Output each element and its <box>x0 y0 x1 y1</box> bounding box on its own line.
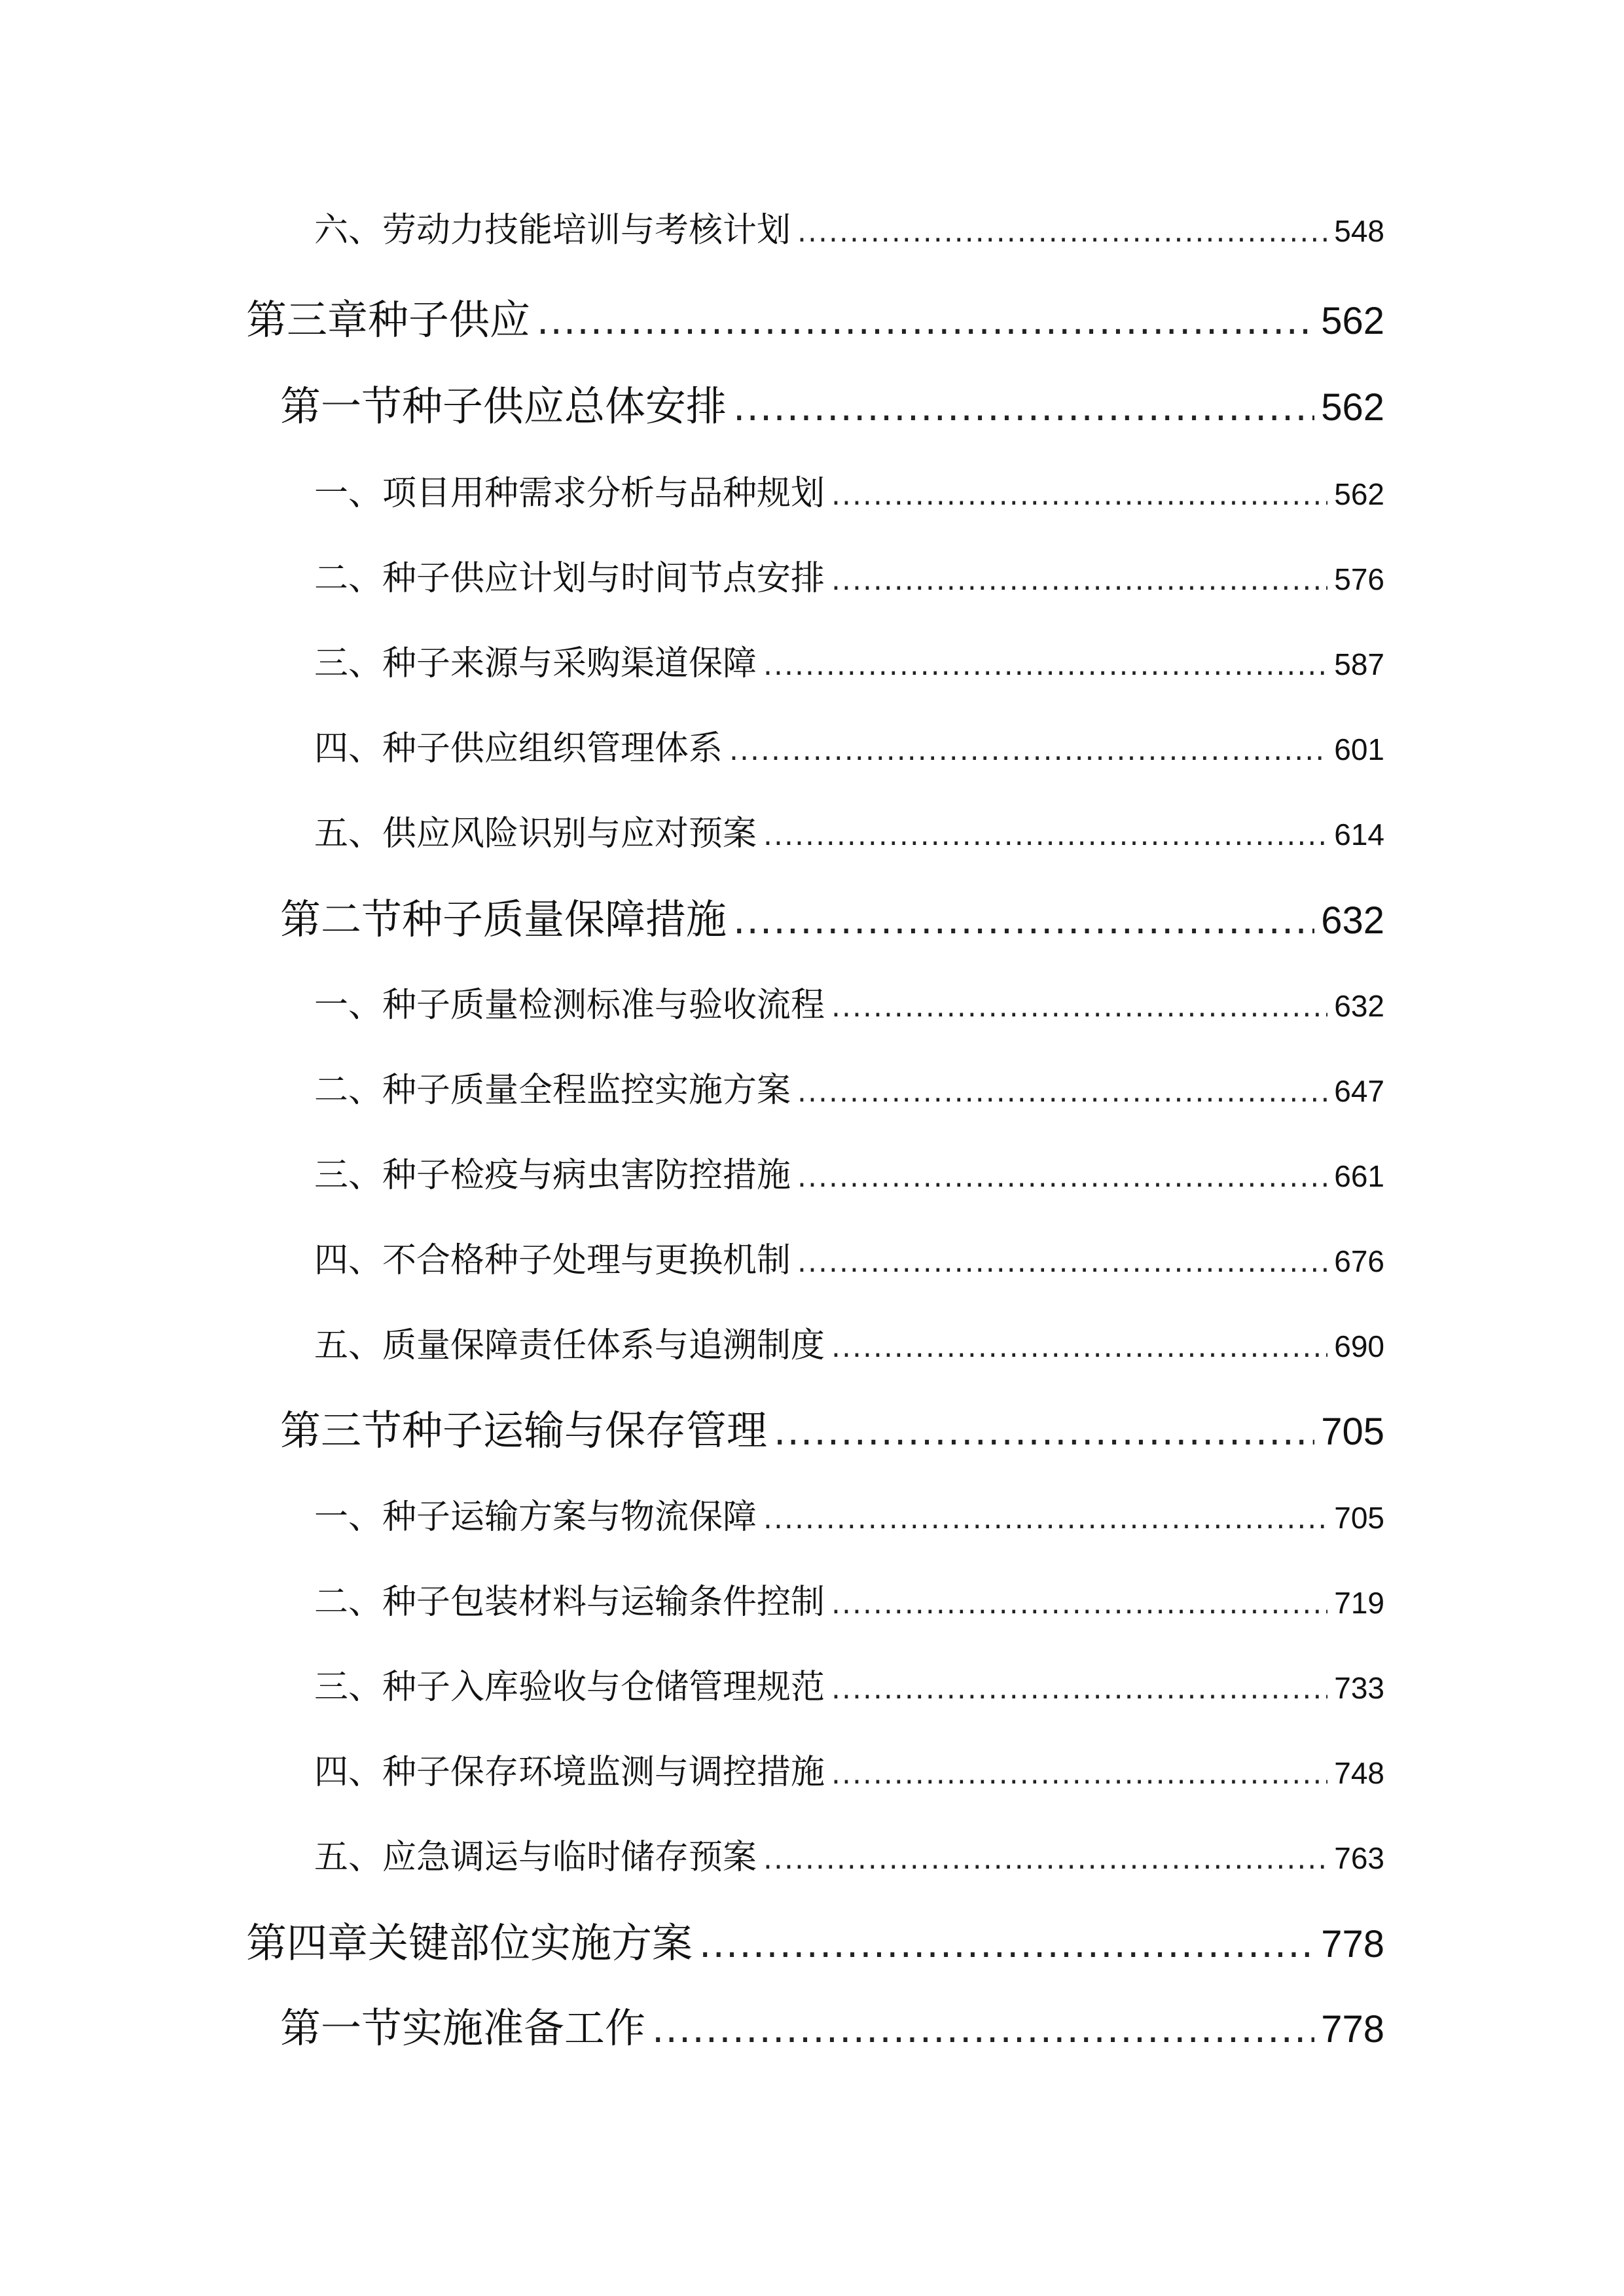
toc-entry-title: 三、种子检疫与病虫害防控措施 <box>314 1156 791 1195</box>
toc-dot-leader <box>831 1590 1327 1619</box>
toc-dot-leader <box>763 1845 1327 1874</box>
toc-entry[interactable] <box>246 1919 1384 1975</box>
toc-dot-leader <box>537 302 1314 340</box>
toc-entry-page: 548 <box>1334 214 1384 248</box>
toc-entry[interactable] <box>280 2004 1384 2060</box>
toc-entry[interactable] <box>280 382 1384 439</box>
toc-dot-leader <box>763 821 1327 850</box>
toc-entry[interactable] <box>314 988 1384 1031</box>
toc-entry-page: 763 <box>1334 1841 1384 1875</box>
toc-entry[interactable] <box>314 476 1384 520</box>
toc-entry-page: 748 <box>1334 1756 1384 1790</box>
toc-entry-title: 第四章关键部位实施方案 <box>246 1919 693 1967</box>
toc-entry[interactable] <box>314 213 1384 257</box>
toc-entry-title: 三、种子来源与采购渠道保障 <box>314 644 757 683</box>
toc-entry-page: 705 <box>1334 1501 1384 1535</box>
toc-dot-leader <box>763 1505 1327 1534</box>
toc-entry-title: 五、应急调运与临时储存预案 <box>314 1838 757 1877</box>
toc-entry-title: 二、种子包装材料与运输条件控制 <box>314 1583 825 1622</box>
toc-entry-title: 五、质量保障责任体系与追溯制度 <box>314 1326 825 1365</box>
toc-entry-title: 第三章种子供应 <box>246 296 531 344</box>
toc-entry-page: 719 <box>1334 1586 1384 1620</box>
toc-entry-title: 三、种子入库验收与仓储管理规范 <box>314 1668 825 1707</box>
toc-dot-leader <box>733 388 1314 426</box>
toc-dot-leader <box>797 1248 1327 1277</box>
toc-entry-page: 733 <box>1334 1671 1384 1705</box>
toc-entry[interactable] <box>314 644 1384 690</box>
toc-entry-page: 676 <box>1334 1244 1384 1278</box>
toc-entry-page: 562 <box>1334 477 1384 511</box>
toc-entry-page: 614 <box>1334 817 1384 852</box>
toc-dot-leader <box>763 651 1327 680</box>
toc-entry-page: 601 <box>1334 732 1384 766</box>
toc-entry-title: 四、不合格种子处理与更换机制 <box>314 1241 791 1280</box>
toc-entry-title: 二、种子质量全程监控实施方案 <box>314 1071 791 1110</box>
toc-dot-leader <box>831 1760 1327 1789</box>
toc-entry-page: 632 <box>1321 899 1384 942</box>
toc-entry-page: 576 <box>1334 562 1384 596</box>
toc-entry-title: 一、种子运输方案与物流保障 <box>314 1498 757 1537</box>
toc-entry-page: 562 <box>1321 300 1384 342</box>
toc-entry[interactable] <box>314 1241 1384 1287</box>
toc-entry-title: 第二节种子质量保障措施 <box>280 895 727 943</box>
toc-entry-title: 第三节种子运输与保存管理 <box>280 1407 768 1454</box>
toc-dot-leader <box>699 1925 1314 1963</box>
toc-dot-leader <box>733 901 1314 939</box>
toc-dot-leader <box>729 736 1327 765</box>
toc-entry-title: 五、供应风险识别与应对预案 <box>314 814 757 853</box>
toc-entry-page: 647 <box>1334 1074 1384 1108</box>
toc-entry[interactable] <box>314 1840 1384 1884</box>
toc-entry[interactable] <box>314 814 1384 860</box>
toc-entry-title: 六、劳动力技能培训与考核计划 <box>314 211 791 250</box>
toc-entry-page: 632 <box>1334 989 1384 1023</box>
toc-entry[interactable] <box>314 1755 1384 1799</box>
toc-dot-leader <box>831 993 1327 1022</box>
toc-dot-leader <box>831 481 1327 510</box>
toc-dot-leader <box>831 1333 1327 1362</box>
toc-entry-page: 778 <box>1321 2008 1384 2051</box>
toc-entry[interactable] <box>314 1073 1384 1117</box>
toc-entry[interactable] <box>314 1670 1384 1713</box>
toc-entry-page: 587 <box>1334 647 1384 681</box>
toc-dot-leader <box>797 1163 1327 1192</box>
toc-entry[interactable] <box>314 1585 1384 1628</box>
toc-entry-page: 562 <box>1321 386 1384 429</box>
toc-entry-page: 690 <box>1334 1329 1384 1363</box>
toc-dot-leader <box>831 566 1327 595</box>
toc-entry[interactable] <box>314 1326 1384 1372</box>
toc-entry-page: 778 <box>1321 1923 1384 1965</box>
toc-entry-page: 705 <box>1321 1410 1384 1453</box>
toc-dot-leader <box>831 1675 1327 1704</box>
toc-dot-leader <box>797 218 1327 247</box>
toc-entry[interactable] <box>246 296 1384 352</box>
toc-entry[interactable] <box>314 1158 1384 1202</box>
toc-entry[interactable] <box>314 729 1384 775</box>
toc-entry-title: 四、种子供应组织管理体系 <box>314 729 723 768</box>
toc-dot-leader <box>652 2010 1314 2048</box>
toc-entry-title: 一、种子质量检测标准与验收流程 <box>314 986 825 1025</box>
toc-entry-title: 第一节实施准备工作 <box>280 2004 646 2052</box>
toc-entry[interactable] <box>280 1407 1384 1463</box>
toc-entry[interactable] <box>280 895 1384 952</box>
toc-entry-title: 一、项目用种需求分析与品种规划 <box>314 474 825 513</box>
toc-entry-title: 二、种子供应计划与时间节点安排 <box>314 559 825 598</box>
toc-entry-page: 661 <box>1334 1159 1384 1193</box>
toc-entry-title: 四、种子保存环境监测与调控措施 <box>314 1753 825 1792</box>
toc-dot-leader <box>774 1412 1314 1450</box>
toc-entry[interactable] <box>314 1500 1384 1543</box>
toc-entry[interactable] <box>314 559 1384 605</box>
toc-entry-title: 第一节种子供应总体安排 <box>280 382 727 430</box>
toc-dot-leader <box>797 1078 1327 1107</box>
